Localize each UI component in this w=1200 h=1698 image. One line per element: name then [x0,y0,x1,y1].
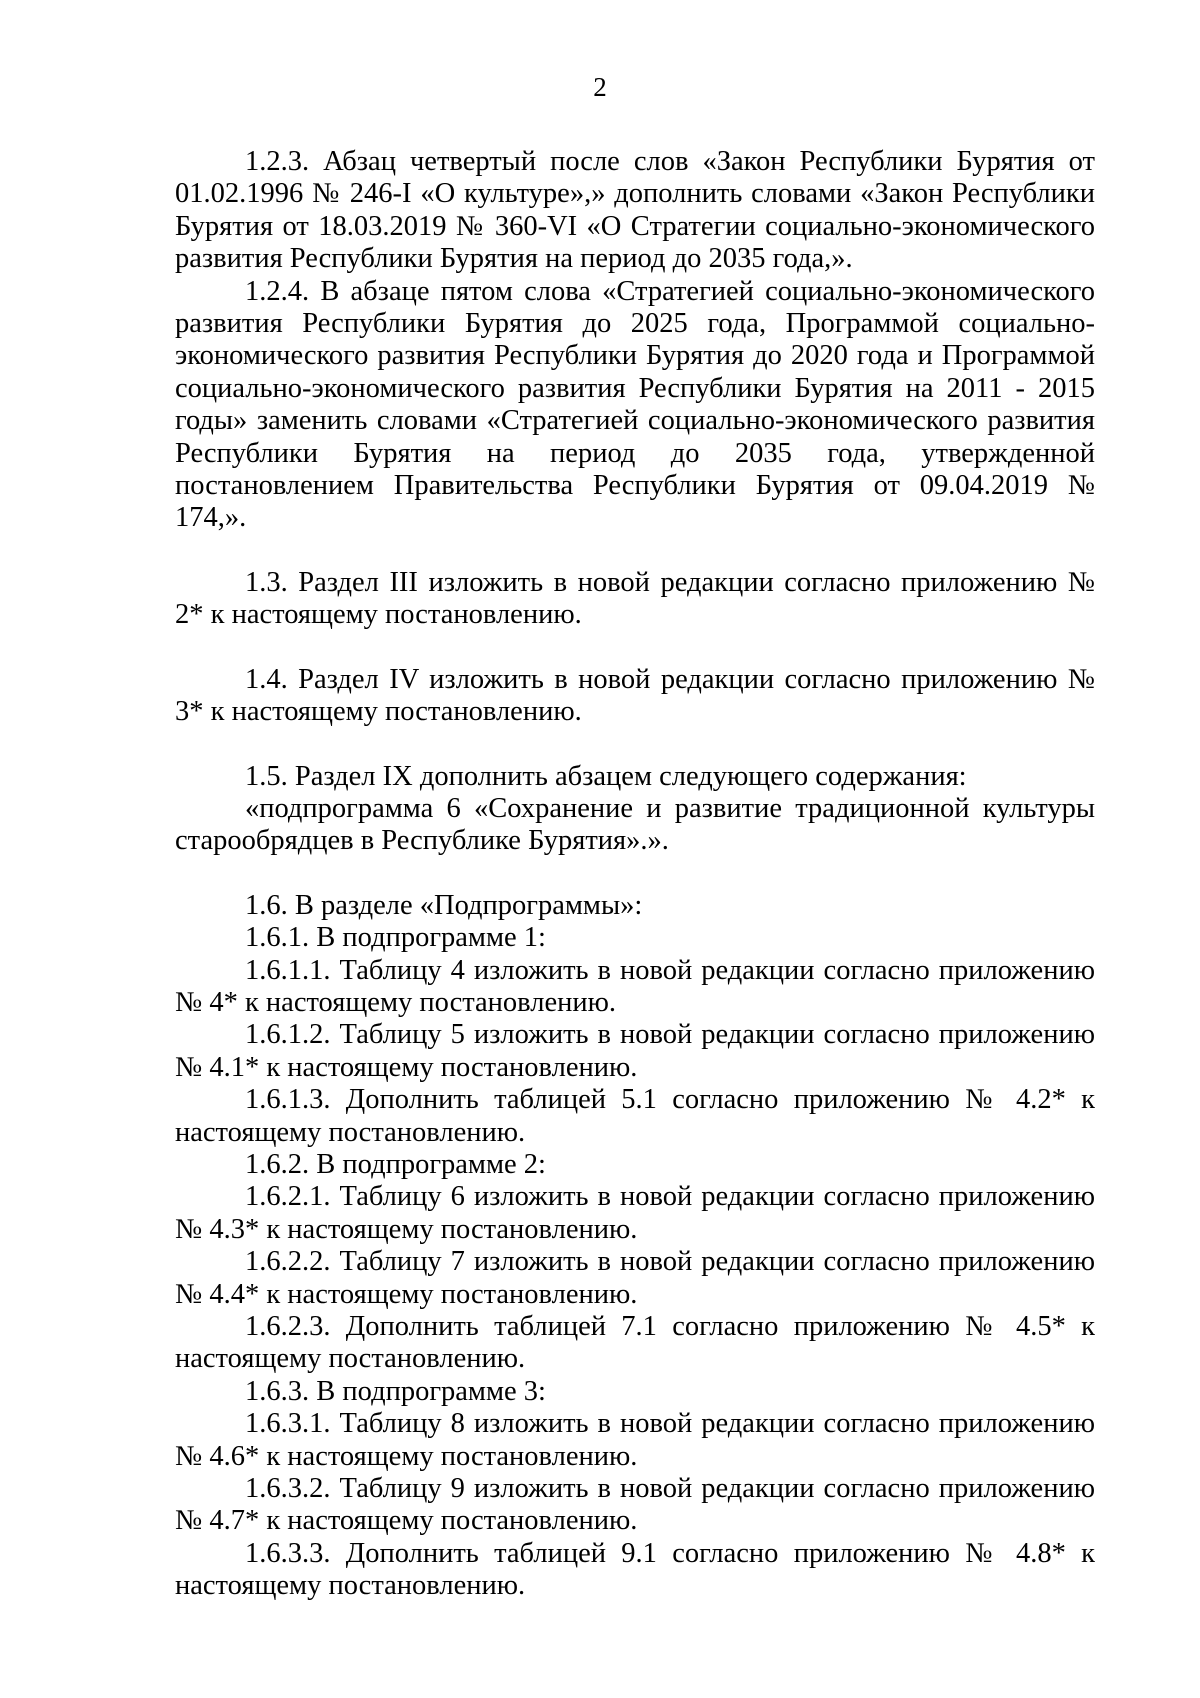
paragraph-1-5: 1.5. Раздел IX дополнить абзацем следующего содержания: [245,760,967,792]
paragraph-1-6-3-3: 1.6.3.3. Дополнить таблицей 9.1 согласно приложению № 4.8* к настоящему постановлению. [175,1537,1095,1602]
paragraph-1-5-quote: «подпрограмма 6 «Сохранение и развитие традиционной культуры старообрядцев в Республике Бурятия».». [175,792,1095,857]
paragraph-1-6: 1.6. В разделе «Подпрограммы»: [245,889,643,921]
paragraph-1-6-2-1: 1.6.2.1. Таблицу 6 изложить в новой редакции согласно приложению № 4.3* к настоящему постановлению. [175,1181,1095,1245]
document-body [175,146,1095,1603]
paragraph-1-2-4: 1.2.4. В абзаце пятом слова «Стратегией социально-экономического развития Республики Бурятия до 2025 года, Программой социально-экономического развития Республики Бурятия до 2020 года и Программой социально-экономического развития Республики Бурятия на 2011 - 2015 годы» заменить словами «Стратегией социально-экономического развития Республики Бурятия на период до 2035 года, утвержденной постановлением Правительства Республики Бурятия от 09.04.2019 № 174,». [175,275,1095,534]
paragraph-1-6-1-3: 1.6.1.3. Дополнить таблицей 5.1 согласно приложению № 4.2* к настоящему постановлению. [175,1084,1095,1148]
paragraph-1-6-2-3: 1.6.2.3. Дополнить таблицей 7.1 согласно приложению № 4.5* к настоящему постановлению. [175,1311,1095,1375]
paragraph-1-6-3-2: 1.6.3.2. Таблицу 9 изложить в новой редакции согласно приложению № 4.7* к настоящему постановлению. [175,1473,1095,1537]
paragraph-1-6-3: 1.6.3. В подпрограмме 3: [245,1375,546,1407]
page-number: 2 [593,72,607,102]
paragraph-1-2-3: 1.2.3. Абзац четвертый после слов «Закон Республики Бурятия от 01.02.1996 № 246-I «О культуре»,» дополнить словами «Закон Республики Бурятия от 18.03.2019 № 360-VI «О Стратегии социально-экономического развития Республики Бурятия на период до 2035 года,». [175,146,1095,275]
paragraph-1-6-2: 1.6.2. В подпрограмме 2: [245,1148,546,1180]
paragraph-1-6-2-2: 1.6.2.2. Таблицу 7 изложить в новой редакции согласно приложению № 4.4* к настоящему постановлению. [175,1246,1095,1310]
paragraph-1-6-1: 1.6.1. В подпрограмме 1: [245,922,546,954]
paragraph-1-6-1-2: 1.6.1.2. Таблицу 5 изложить в новой редакции согласно приложению № 4.1* к настоящему постановлению. [175,1019,1095,1083]
paragraph-1-6-1-1: 1.6.1.1. Таблицу 4 изложить в новой редакции согласно приложению № 4* к настоящему постановлению. [175,954,1095,1018]
paragraph-1-3: 1.3. Раздел III изложить в новой редакции согласно приложению № 2* к настоящему постановлению. [175,566,1095,631]
paragraph-1-6-3-1: 1.6.3.1. Таблицу 8 изложить в новой редакции согласно приложению № 4.6* к настоящему постановлению. [175,1408,1095,1472]
paragraph-1-4: 1.4. Раздел IV изложить в новой редакции согласно приложению № 3* к настоящему постановлению. [175,663,1095,728]
